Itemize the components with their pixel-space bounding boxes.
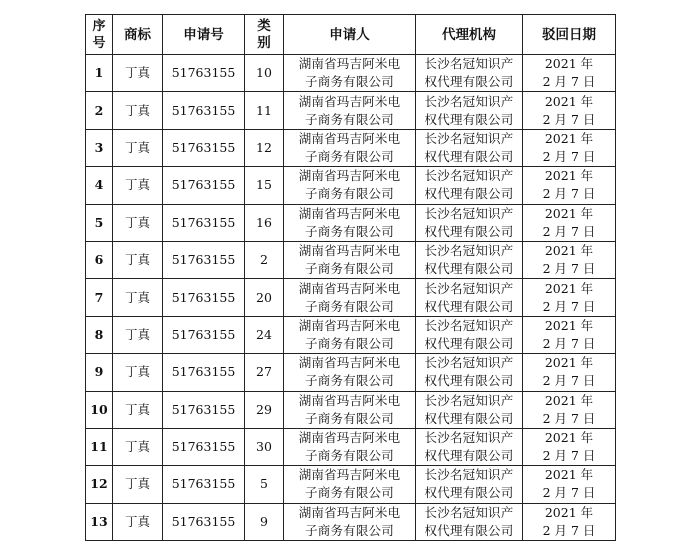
table-row <box>86 241 616 278</box>
cell-agency <box>416 428 523 465</box>
cell-rejection-date <box>523 92 616 129</box>
cell-class: 15 <box>245 167 284 204</box>
date-line: 2021 年 <box>544 280 594 296</box>
cell-agency <box>416 279 523 316</box>
date-line: 2 月 7 日 <box>542 223 596 239</box>
cell-serial-number: 4 <box>86 167 113 204</box>
agency-line: 权代理有限公司 <box>424 74 514 90</box>
trademark-rejection-document <box>85 14 615 541</box>
header-application-number: 申请号 <box>163 15 245 55</box>
cell-serial-number: 10 <box>86 391 113 428</box>
cell-applicant <box>284 241 416 278</box>
header-serial-number-line: 序 <box>92 18 106 34</box>
cell-application-number: 51763155 <box>163 279 245 316</box>
agency-line: 长沙名冠知识产 <box>424 317 514 333</box>
applicant-line: 子商务有限公司 <box>305 485 394 501</box>
date-line: 2 月 7 日 <box>542 186 596 202</box>
agency-line: 长沙名冠知识产 <box>424 205 514 221</box>
header-applicant: 申请人 <box>284 15 416 55</box>
agency-line: 长沙名冠知识产 <box>424 168 514 184</box>
applicant-line: 湖南省玛吉阿米电 <box>298 504 401 520</box>
applicant-line: 湖南省玛吉阿米电 <box>298 243 401 259</box>
agency-line: 长沙名冠知识产 <box>424 504 514 520</box>
header-rejection-date: 驳回日期 <box>523 15 616 55</box>
cell-applicant <box>284 92 416 129</box>
agency-line: 长沙名冠知识产 <box>424 467 514 483</box>
cell-application-number: 51763155 <box>163 167 245 204</box>
cell-rejection-date <box>523 503 616 540</box>
applicant-line: 湖南省玛吉阿米电 <box>298 392 401 408</box>
cell-agency <box>416 391 523 428</box>
agency-line: 权代理有限公司 <box>424 148 514 164</box>
cell-applicant <box>284 55 416 92</box>
cell-rejection-date <box>523 167 616 204</box>
agency-line: 长沙名冠知识产 <box>424 130 514 146</box>
cell-serial-number: 1 <box>86 55 113 92</box>
agency-line: 长沙名冠知识产 <box>424 93 514 109</box>
date-line: 2 月 7 日 <box>542 111 596 127</box>
applicant-line: 子商务有限公司 <box>305 111 394 127</box>
date-line: 2 月 7 日 <box>542 74 596 90</box>
applicant-line: 湖南省玛吉阿米电 <box>298 467 401 483</box>
agency-line: 长沙名冠知识产 <box>424 243 514 259</box>
cell-trademark: 丁真 <box>113 204 163 241</box>
cell-class: 24 <box>245 316 284 353</box>
applicant-line: 子商务有限公司 <box>305 448 394 464</box>
cell-trademark: 丁真 <box>113 279 163 316</box>
applicant-line: 子商务有限公司 <box>305 74 394 90</box>
header-class-line: 别 <box>257 34 271 51</box>
cell-agency <box>416 316 523 353</box>
cell-rejection-date <box>523 129 616 166</box>
cell-class: 29 <box>245 391 284 428</box>
agency-line: 权代理有限公司 <box>424 373 514 389</box>
cell-serial-number: 8 <box>86 316 113 353</box>
table-row <box>86 279 616 316</box>
date-line: 2021 年 <box>544 355 594 371</box>
date-line: 2 月 7 日 <box>542 148 596 164</box>
applicant-line: 子商务有限公司 <box>305 335 394 351</box>
cell-class: 27 <box>245 354 284 391</box>
table-row <box>86 466 616 503</box>
header-serial-number <box>86 15 113 55</box>
applicant-line: 子商务有限公司 <box>305 522 394 538</box>
agency-line: 权代理有限公司 <box>424 223 514 239</box>
date-line: 2021 年 <box>544 467 594 483</box>
cell-application-number: 51763155 <box>163 241 245 278</box>
cell-agency <box>416 129 523 166</box>
cell-agency <box>416 466 523 503</box>
applicant-line: 子商务有限公司 <box>305 186 394 202</box>
applicant-line: 湖南省玛吉阿米电 <box>298 280 401 296</box>
date-line: 2021 年 <box>544 317 594 333</box>
table-body <box>86 55 616 541</box>
header-row <box>86 15 616 55</box>
cell-trademark: 丁真 <box>113 129 163 166</box>
cell-agency <box>416 241 523 278</box>
cell-serial-number: 11 <box>86 428 113 465</box>
cell-agency <box>416 354 523 391</box>
date-line: 2 月 7 日 <box>542 261 596 277</box>
cell-agency <box>416 167 523 204</box>
applicant-line: 湖南省玛吉阿米电 <box>298 93 401 109</box>
cell-serial-number: 12 <box>86 466 113 503</box>
agency-line: 长沙名冠知识产 <box>424 280 514 296</box>
table-row <box>86 167 616 204</box>
cell-serial-number: 7 <box>86 279 113 316</box>
table-header <box>86 15 616 55</box>
cell-agency <box>416 503 523 540</box>
agency-line: 长沙名冠知识产 <box>424 56 514 72</box>
applicant-line: 子商务有限公司 <box>305 410 394 426</box>
cell-class: 16 <box>245 204 284 241</box>
table-row <box>86 391 616 428</box>
cell-rejection-date <box>523 391 616 428</box>
date-line: 2021 年 <box>544 205 594 221</box>
cell-agency <box>416 92 523 129</box>
cell-applicant <box>284 167 416 204</box>
cell-rejection-date <box>523 279 616 316</box>
agency-line: 长沙名冠知识产 <box>424 430 514 446</box>
cell-trademark: 丁真 <box>113 428 163 465</box>
date-line: 2021 年 <box>544 56 594 72</box>
cell-applicant <box>284 316 416 353</box>
applicant-line: 湖南省玛吉阿米电 <box>298 205 401 221</box>
date-line: 2021 年 <box>544 168 594 184</box>
table-row <box>86 204 616 241</box>
cell-serial-number: 6 <box>86 241 113 278</box>
cell-application-number: 51763155 <box>163 428 245 465</box>
table-row <box>86 129 616 166</box>
cell-application-number: 51763155 <box>163 92 245 129</box>
cell-rejection-date <box>523 428 616 465</box>
cell-rejection-date <box>523 204 616 241</box>
agency-line: 长沙名冠知识产 <box>424 392 514 408</box>
date-line: 2 月 7 日 <box>542 522 596 538</box>
date-line: 2 月 7 日 <box>542 335 596 351</box>
cell-class: 5 <box>245 466 284 503</box>
applicant-line: 子商务有限公司 <box>305 373 394 389</box>
cell-agency <box>416 55 523 92</box>
applicant-line: 子商务有限公司 <box>305 261 394 277</box>
agency-line: 权代理有限公司 <box>424 335 514 351</box>
cell-class: 2 <box>245 241 284 278</box>
header-serial-number-line: 号 <box>92 35 106 51</box>
cell-application-number: 51763155 <box>163 129 245 166</box>
date-line: 2021 年 <box>544 243 594 259</box>
trademark-rejection-table <box>85 14 616 541</box>
table-row <box>86 428 616 465</box>
cell-application-number: 51763155 <box>163 204 245 241</box>
date-line: 2021 年 <box>544 504 594 520</box>
applicant-line: 湖南省玛吉阿米电 <box>298 56 401 72</box>
cell-rejection-date <box>523 354 616 391</box>
cell-trademark: 丁真 <box>113 241 163 278</box>
cell-application-number: 51763155 <box>163 354 245 391</box>
cell-applicant <box>284 391 416 428</box>
cell-applicant <box>284 466 416 503</box>
cell-agency <box>416 204 523 241</box>
cell-class: 11 <box>245 92 284 129</box>
agency-line: 权代理有限公司 <box>424 522 514 538</box>
cell-rejection-date <box>523 316 616 353</box>
table-row <box>86 354 616 391</box>
applicant-line: 湖南省玛吉阿米电 <box>298 130 401 146</box>
cell-rejection-date <box>523 466 616 503</box>
cell-class: 30 <box>245 428 284 465</box>
cell-application-number: 51763155 <box>163 391 245 428</box>
cell-trademark: 丁真 <box>113 391 163 428</box>
header-class-line: 类 <box>257 17 271 34</box>
cell-trademark: 丁真 <box>113 316 163 353</box>
date-line: 2 月 7 日 <box>542 373 596 389</box>
header-class <box>245 15 284 55</box>
date-line: 2021 年 <box>544 93 594 109</box>
cell-rejection-date <box>523 55 616 92</box>
cell-application-number: 51763155 <box>163 466 245 503</box>
date-line: 2 月 7 日 <box>542 448 596 464</box>
cell-applicant <box>284 279 416 316</box>
applicant-line: 湖南省玛吉阿米电 <box>298 317 401 333</box>
table-row <box>86 503 616 540</box>
cell-application-number: 51763155 <box>163 503 245 540</box>
cell-serial-number: 5 <box>86 204 113 241</box>
cell-applicant <box>284 129 416 166</box>
applicant-line: 湖南省玛吉阿米电 <box>298 430 401 446</box>
table-row <box>86 55 616 92</box>
cell-rejection-date <box>523 241 616 278</box>
applicant-line: 湖南省玛吉阿米电 <box>298 168 401 184</box>
cell-application-number: 51763155 <box>163 316 245 353</box>
cell-applicant <box>284 354 416 391</box>
table-row <box>86 316 616 353</box>
cell-serial-number: 9 <box>86 354 113 391</box>
cell-serial-number: 3 <box>86 129 113 166</box>
agency-line: 权代理有限公司 <box>424 186 514 202</box>
date-line: 2 月 7 日 <box>542 298 596 314</box>
cell-trademark: 丁真 <box>113 466 163 503</box>
cell-trademark: 丁真 <box>113 167 163 204</box>
agency-line: 长沙名冠知识产 <box>424 355 514 371</box>
date-line: 2 月 7 日 <box>542 410 596 426</box>
cell-class: 20 <box>245 279 284 316</box>
cell-applicant <box>284 204 416 241</box>
date-line: 2 月 7 日 <box>542 485 596 501</box>
agency-line: 权代理有限公司 <box>424 298 514 314</box>
agency-line: 权代理有限公司 <box>424 448 514 464</box>
applicant-line: 子商务有限公司 <box>305 223 394 239</box>
agency-line: 权代理有限公司 <box>424 261 514 277</box>
header-trademark: 商标 <box>113 15 163 55</box>
cell-class: 9 <box>245 503 284 540</box>
applicant-line: 子商务有限公司 <box>305 298 394 314</box>
agency-line: 权代理有限公司 <box>424 410 514 426</box>
applicant-line: 湖南省玛吉阿米电 <box>298 355 401 371</box>
cell-class: 12 <box>245 129 284 166</box>
cell-trademark: 丁真 <box>113 354 163 391</box>
cell-serial-number: 2 <box>86 92 113 129</box>
cell-serial-number: 13 <box>86 503 113 540</box>
cell-class: 10 <box>245 55 284 92</box>
date-line: 2021 年 <box>544 130 594 146</box>
cell-trademark: 丁真 <box>113 55 163 92</box>
cell-applicant <box>284 503 416 540</box>
agency-line: 权代理有限公司 <box>424 485 514 501</box>
table-row <box>86 92 616 129</box>
applicant-line: 子商务有限公司 <box>305 148 394 164</box>
date-line: 2021 年 <box>544 392 594 408</box>
cell-application-number: 51763155 <box>163 55 245 92</box>
cell-trademark: 丁真 <box>113 503 163 540</box>
cell-applicant <box>284 428 416 465</box>
agency-line: 权代理有限公司 <box>424 111 514 127</box>
cell-trademark: 丁真 <box>113 92 163 129</box>
header-agency: 代理机构 <box>416 15 523 55</box>
date-line: 2021 年 <box>544 430 594 446</box>
